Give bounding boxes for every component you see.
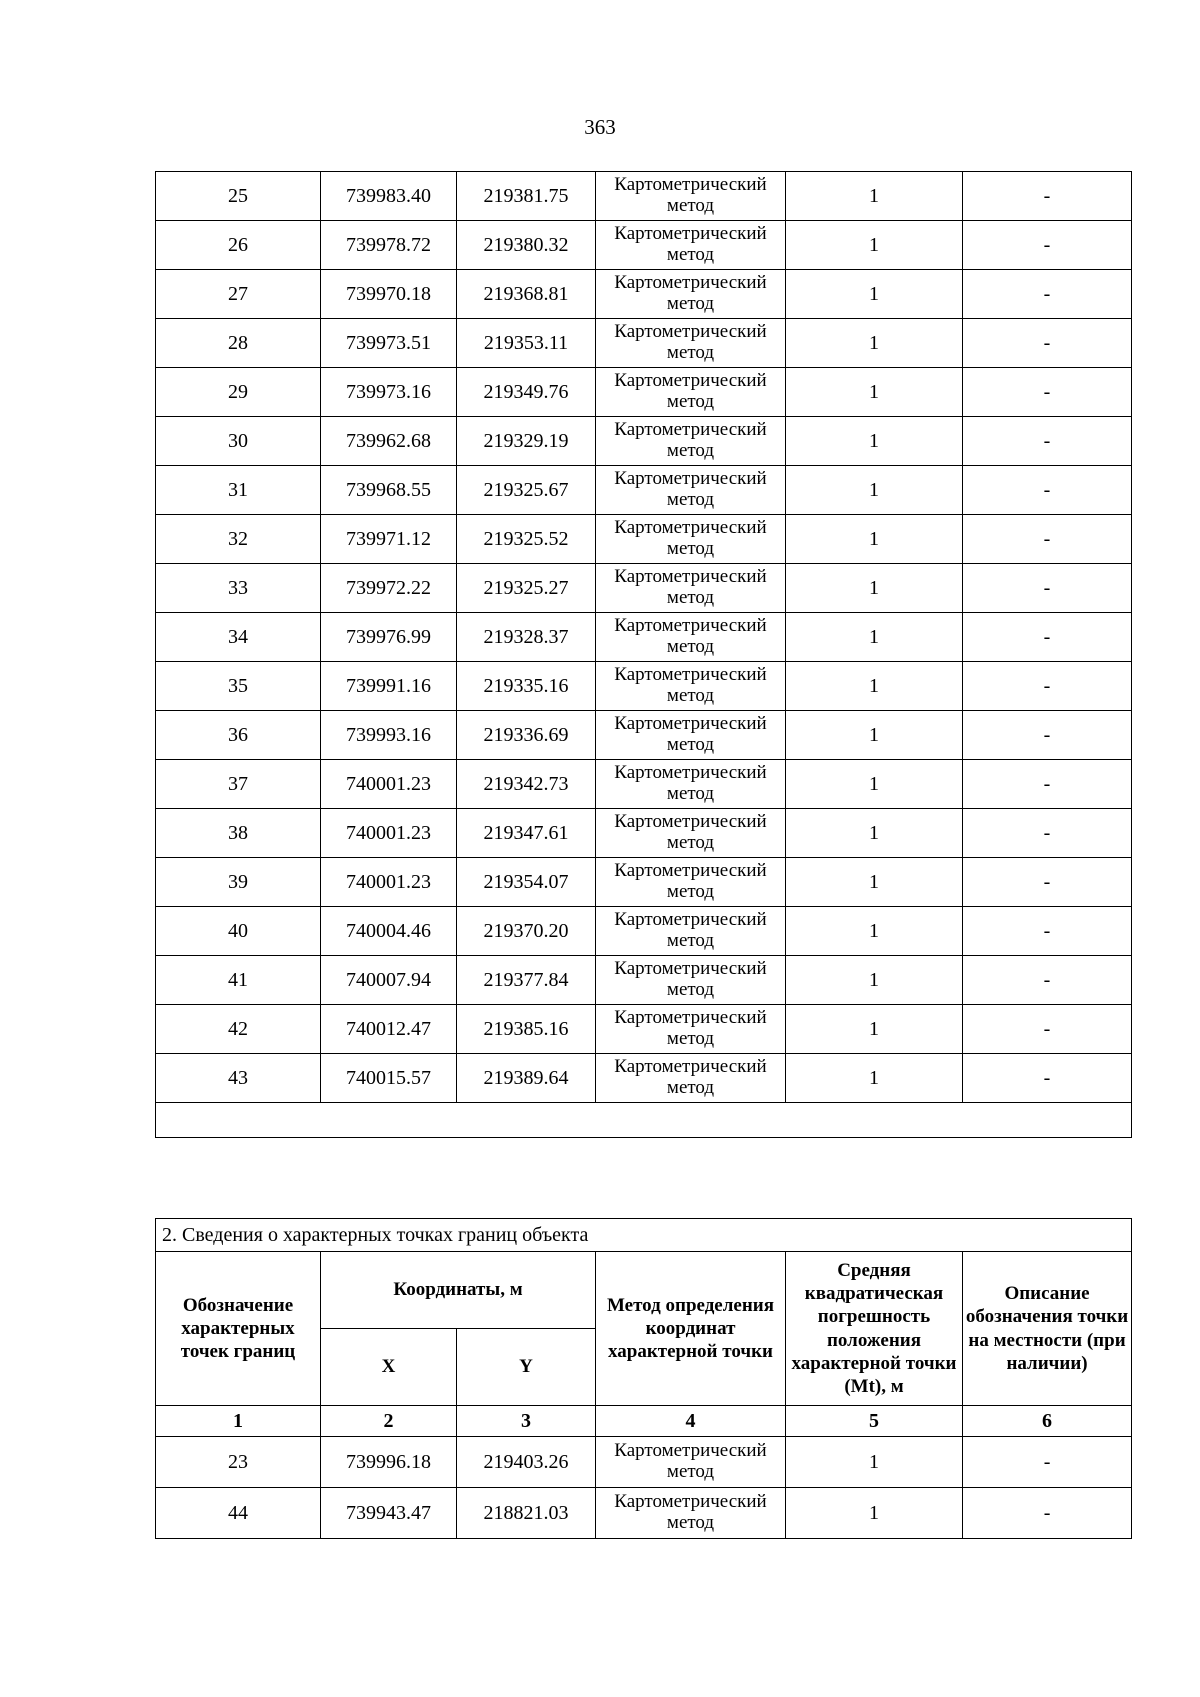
y-coordinate-cell: 219381.75 (457, 172, 596, 221)
column-numbers-row (156, 1406, 1132, 1437)
x-coordinate-cell: 739972.22 (321, 564, 457, 613)
method-cell: Картометрический метод (596, 564, 786, 613)
point-number-cell: 31 (156, 466, 321, 515)
description-cell: - (963, 270, 1132, 319)
table-row (156, 221, 1132, 270)
x-coordinate-cell: 739943.47 (321, 1488, 457, 1539)
description-cell: - (963, 172, 1132, 221)
description-cell: - (963, 662, 1132, 711)
table-row (156, 564, 1132, 613)
y-coordinate-cell: 219380.32 (457, 221, 596, 270)
point-number-cell: 33 (156, 564, 321, 613)
description-cell: - (963, 809, 1132, 858)
empty-row (156, 1103, 1132, 1138)
header-error: Средняя квадратическая погрешность положения характерной точки (Mt), м (786, 1252, 963, 1406)
x-coordinate-cell: 740004.46 (321, 907, 457, 956)
y-coordinate-cell: 219325.52 (457, 515, 596, 564)
table-row (156, 466, 1132, 515)
point-number-cell: 38 (156, 809, 321, 858)
x-coordinate-cell: 740001.23 (321, 858, 457, 907)
point-number-cell: 36 (156, 711, 321, 760)
error-cell: 1 (786, 1437, 963, 1488)
method-cell: Картометрический метод (596, 711, 786, 760)
description-cell: - (963, 956, 1132, 1005)
x-coordinate-cell: 739962.68 (321, 417, 457, 466)
table-row (156, 368, 1132, 417)
point-number-cell: 42 (156, 1005, 321, 1054)
y-coordinate-cell: 219336.69 (457, 711, 596, 760)
x-coordinate-cell: 739996.18 (321, 1437, 457, 1488)
method-cell: Картометрический метод (596, 1005, 786, 1054)
x-coordinate-cell: 740001.23 (321, 760, 457, 809)
y-coordinate-cell: 219403.26 (457, 1437, 596, 1488)
boundary-points-table-body (156, 1219, 1132, 1539)
error-cell: 1 (786, 613, 963, 662)
point-number-cell: 40 (156, 907, 321, 956)
description-cell: - (963, 711, 1132, 760)
y-coordinate-cell: 219328.37 (457, 613, 596, 662)
y-coordinate-cell: 219342.73 (457, 760, 596, 809)
table-row (156, 956, 1132, 1005)
column-number: 1 (156, 1406, 321, 1437)
error-cell: 1 (786, 662, 963, 711)
x-coordinate-cell: 740012.47 (321, 1005, 457, 1054)
table-row (156, 809, 1132, 858)
table-row (156, 858, 1132, 907)
description-cell: - (963, 466, 1132, 515)
error-cell: 1 (786, 907, 963, 956)
description-cell: - (963, 613, 1132, 662)
table-row (156, 515, 1132, 564)
column-number: 5 (786, 1406, 963, 1437)
description-cell: - (963, 1005, 1132, 1054)
x-coordinate-cell: 739971.12 (321, 515, 457, 564)
x-coordinate-cell: 740007.94 (321, 956, 457, 1005)
point-number-cell: 41 (156, 956, 321, 1005)
error-cell: 1 (786, 564, 963, 613)
x-coordinate-cell: 739978.72 (321, 221, 457, 270)
header-designation: Обозначение характерных точек границ (156, 1252, 321, 1406)
error-cell: 1 (786, 466, 963, 515)
y-coordinate-cell: 219335.16 (457, 662, 596, 711)
method-cell: Картометрический метод (596, 662, 786, 711)
y-coordinate-cell: 219370.20 (457, 907, 596, 956)
method-cell: Картометрический метод (596, 417, 786, 466)
description-cell: - (963, 221, 1132, 270)
method-cell: Картометрический метод (596, 1488, 786, 1539)
description-cell: - (963, 858, 1132, 907)
error-cell: 1 (786, 270, 963, 319)
table-row (156, 172, 1132, 221)
method-cell: Картометрический метод (596, 858, 786, 907)
column-number: 4 (596, 1406, 786, 1437)
error-cell: 1 (786, 368, 963, 417)
x-coordinate-cell: 739976.99 (321, 613, 457, 662)
description-cell: - (963, 319, 1132, 368)
error-cell: 1 (786, 1054, 963, 1103)
method-cell: Картометрический метод (596, 172, 786, 221)
method-cell: Картометрический метод (596, 466, 786, 515)
boundary-points-table (155, 1218, 1132, 1539)
y-coordinate-cell: 219353.11 (457, 319, 596, 368)
table-row (156, 662, 1132, 711)
point-number-cell: 32 (156, 515, 321, 564)
table-row (156, 613, 1132, 662)
x-coordinate-cell: 739973.16 (321, 368, 457, 417)
x-coordinate-cell: 739983.40 (321, 172, 457, 221)
method-cell: Картометрический метод (596, 956, 786, 1005)
description-cell: - (963, 1054, 1132, 1103)
x-coordinate-cell: 739991.16 (321, 662, 457, 711)
method-cell: Картометрический метод (596, 270, 786, 319)
point-number-cell: 23 (156, 1437, 321, 1488)
method-cell: Картометрический метод (596, 368, 786, 417)
empty-cell (156, 1103, 1132, 1138)
y-coordinate-cell: 219389.64 (457, 1054, 596, 1103)
header-coordinates: Координаты, м (321, 1252, 596, 1329)
table-row (156, 1437, 1132, 1488)
point-number-cell: 27 (156, 270, 321, 319)
error-cell: 1 (786, 417, 963, 466)
column-number: 3 (457, 1406, 596, 1437)
error-cell: 1 (786, 711, 963, 760)
error-cell: 1 (786, 956, 963, 1005)
method-cell: Картометрический метод (596, 515, 786, 564)
error-cell: 1 (786, 172, 963, 221)
y-coordinate-cell: 219354.07 (457, 858, 596, 907)
method-cell: Картометрический метод (596, 1054, 786, 1103)
table-row (156, 907, 1132, 956)
coordinates-table-continued (155, 171, 1132, 1138)
error-cell: 1 (786, 858, 963, 907)
point-number-cell: 29 (156, 368, 321, 417)
table-header-row (156, 1252, 1132, 1329)
error-cell: 1 (786, 515, 963, 564)
table-row (156, 1005, 1132, 1054)
x-coordinate-cell: 740015.57 (321, 1054, 457, 1103)
method-cell: Картометрический метод (596, 319, 786, 368)
table-row (156, 319, 1132, 368)
page-number: 363 (584, 115, 616, 139)
header-description: Описание обозначения точки на местности (при наличии) (963, 1252, 1132, 1406)
point-number-cell: 30 (156, 417, 321, 466)
x-coordinate-cell: 739970.18 (321, 270, 457, 319)
y-coordinate-cell: 219329.19 (457, 417, 596, 466)
error-cell: 1 (786, 760, 963, 809)
table-caption-row (156, 1219, 1132, 1252)
point-number-cell: 25 (156, 172, 321, 221)
header-y: Y (457, 1329, 596, 1406)
table-row (156, 760, 1132, 809)
point-number-cell: 35 (156, 662, 321, 711)
table-row (156, 1054, 1132, 1103)
x-coordinate-cell: 739993.16 (321, 711, 457, 760)
point-number-cell: 39 (156, 858, 321, 907)
y-coordinate-cell: 219347.61 (457, 809, 596, 858)
point-number-cell: 26 (156, 221, 321, 270)
coordinates-table-body (156, 172, 1132, 1138)
description-cell: - (963, 417, 1132, 466)
method-cell: Картометрический метод (596, 1437, 786, 1488)
error-cell: 1 (786, 809, 963, 858)
point-number-cell: 28 (156, 319, 321, 368)
y-coordinate-cell: 219325.67 (457, 466, 596, 515)
y-coordinate-cell: 219368.81 (457, 270, 596, 319)
description-cell: - (963, 1437, 1132, 1488)
table-caption: 2. Сведения о характерных точках границ объекта (156, 1219, 1132, 1252)
header-method: Метод определения координат характерной точки (596, 1252, 786, 1406)
point-number-cell: 43 (156, 1054, 321, 1103)
method-cell: Картометрический метод (596, 809, 786, 858)
y-coordinate-cell: 219385.16 (457, 1005, 596, 1054)
x-coordinate-cell: 740001.23 (321, 809, 457, 858)
x-coordinate-cell: 739973.51 (321, 319, 457, 368)
point-number-cell: 37 (156, 760, 321, 809)
header-x: X (321, 1329, 457, 1406)
point-number-cell: 44 (156, 1488, 321, 1539)
y-coordinate-cell: 219377.84 (457, 956, 596, 1005)
description-cell: - (963, 368, 1132, 417)
table-row (156, 1488, 1132, 1539)
y-coordinate-cell: 219325.27 (457, 564, 596, 613)
method-cell: Картометрический метод (596, 760, 786, 809)
column-number: 2 (321, 1406, 457, 1437)
method-cell: Картометрический метод (596, 907, 786, 956)
table-row (156, 417, 1132, 466)
error-cell: 1 (786, 1005, 963, 1054)
description-cell: - (963, 515, 1132, 564)
y-coordinate-cell: 219349.76 (457, 368, 596, 417)
point-number-cell: 34 (156, 613, 321, 662)
table-row (156, 711, 1132, 760)
error-cell: 1 (786, 1488, 963, 1539)
column-number: 6 (963, 1406, 1132, 1437)
table-row (156, 270, 1132, 319)
x-coordinate-cell: 739968.55 (321, 466, 457, 515)
method-cell: Картометрический метод (596, 221, 786, 270)
y-coordinate-cell: 218821.03 (457, 1488, 596, 1539)
description-cell: - (963, 1488, 1132, 1539)
description-cell: - (963, 760, 1132, 809)
error-cell: 1 (786, 319, 963, 368)
description-cell: - (963, 907, 1132, 956)
description-cell: - (963, 564, 1132, 613)
method-cell: Картометрический метод (596, 613, 786, 662)
error-cell: 1 (786, 221, 963, 270)
